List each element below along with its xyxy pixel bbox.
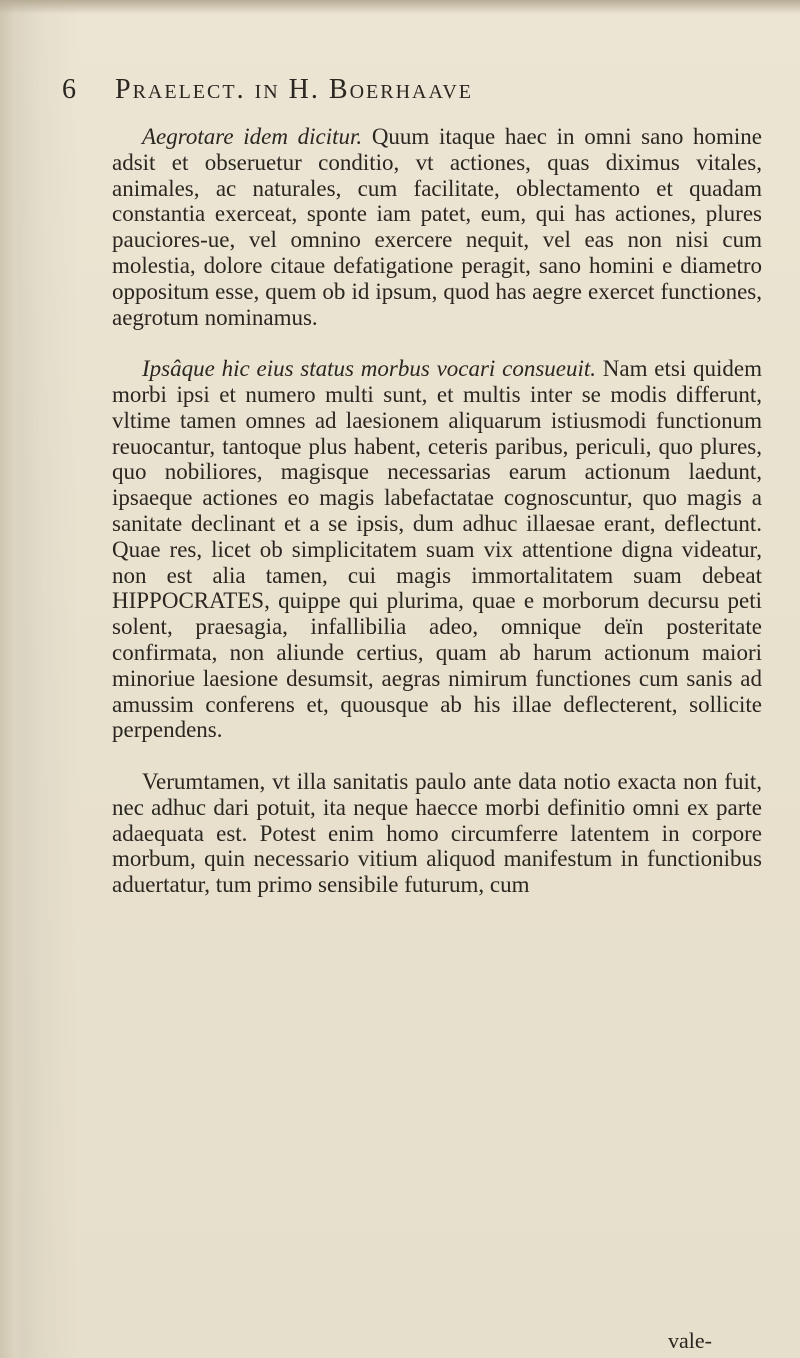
body-text (112, 124, 762, 924)
paragraph-body: Nam etsi quidem morbi ipsi et numero multi sunt, et multis inter se modis differunt, vltime tamen omnes ad laesionem aliquarum istiusmodi functionum reuocantur, tantoque plus habent, ceteris paribus, periculi, quo plures, quo nobiliores, magisque necessarias earum actionum laedunt, ipsaeque actiones eo magis labefactatae cognoscuntur, quo magis a sanitate declinant et a se ipsis, dum adhuc illaesae erant, deflectunt. Quae res, licet ob simplicitatem suam vix attentione digna videatur, non est alia tamen, cui magis immortalitatem suam debeat HIPPOCRATES, quippe qui plurima, quae e morborum decursu peti solent, praesagia, infallibilia adeo, omnique deïn posteritate confirmata, non aliunde certius, quam ab harum actionum maiori minoriue laesione desumsit, aegras nimirum functiones cum sanis ad amussim conferens et, quousque ab his illae deflecterent, sollicite perpendens. (112, 356, 762, 743)
running-title: Praelect. in H. Boerhaave (115, 74, 473, 105)
paragraph-3 (112, 769, 762, 898)
page-top-edge (0, 0, 800, 14)
page-number: 6 (62, 74, 79, 105)
catchword: vale- (668, 1328, 712, 1353)
paragraph-1 (112, 124, 762, 330)
paragraph-lead: Aegrotare idem dicitur. (142, 124, 363, 149)
paragraph-body: Quum itaque haec in omni sano homine adsit et obseruetur conditio, vt actiones, quas diximus vitales, animales, ac naturales, cum facilitate, oblectamento et quadam constantia exerceat, sponte iam patet, eum, qui has actiones, plures pauciores-ue, vel omnino exercere nequit, vel eas non nisi cum molestia, dolore citaue defatigatione peragit, sano homini e diametro oppositum esse, quem ob id ipsum, quod has aegre exercet functiones, aegrotum nominamus. (112, 124, 762, 330)
running-header (62, 74, 762, 106)
binding-shadow (0, 0, 26, 1358)
paragraph-lead: Ipsâque hic eius status morbus vocari consueuit. (142, 356, 597, 382)
paragraph-body: Verumtamen, vt illa sanitatis paulo ante data notio exacta non fuit, nec adhuc dari potuit, ita neque haecce morbi definitio omni ex parte adaequata est. Potest enim homo circumferre latentem in corpore morbum, quin necessario vitium aliquod manifestum in functionibus aduertatur, tum primo sensibile futurum, cum (112, 768, 762, 898)
paragraph-2 (112, 356, 762, 743)
